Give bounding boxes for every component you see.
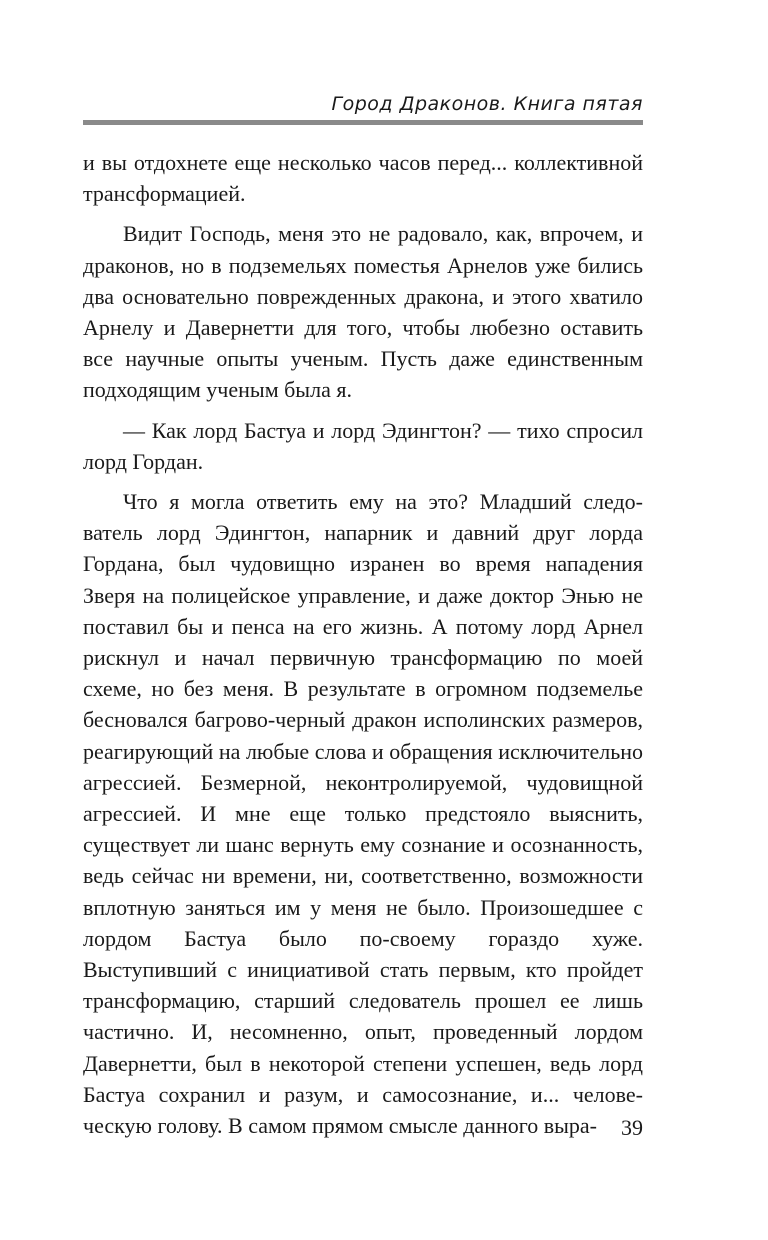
running-header: Город Драконов. Книга пятая xyxy=(331,93,643,115)
paragraph-3: — Как лорд Бастуа и лорд Эдингтон? — тихо спросил лорд Гордан. xyxy=(83,417,643,474)
text-body xyxy=(83,147,643,1150)
paragraph-2: Видит Господь, меня это не радовало, как, впрочем, и драконов, но в подземельях поместья Арнелов уже бились два основательно поврежденных дракона, и этого хватило Арнелу и Давернетти для того, чтобы любезно оставить все научные опыты ученым. Пусть даже единственным подходящим ученым была я. xyxy=(83,221,643,403)
paragraph-4: Что я могла ответить ему на это? Младший следователь лорд Эдингтон, напарник и давний друг лорда Гордана, был чудовищно изранен во время нападения Зверя на полицейское управление, и даже доктор Энью не поставил бы и пенса на его жизнь. А потому лорд Арнел рискнул и начал первичную трансформацию по моей схеме, но без меня. В результате в огромном подземелье бесновался багрово-черный дракон исполинских размеров, реагирующий на любые слова и обращения исключительно агрессией. Безмерной, неконтролируемой, чудовищной агрессией. И мне еще только предстояло выяснить, существует ли шанс вернуть ему сознание и осознанность, ведь сейчас ни времени, ни, соответственно, возможности вплотную заняться им у меня не было. Произошедшее с лордом Бастуа было по-своему гораздо хуже. Выступивший с инициативой стать первым, кто пройдет трансформацию, старший следователь прошел ее лишь частично. И, несомненно, опыт, проведенный лордом Давернетти, был в некоторой степени успешен, ведь лорд Бастуа сохранил и разум, и самосознание, и... человеческую голову. В самом прямом смысле данного выра- xyxy=(83,489,643,1139)
paragraph-1: и вы отдохнете еще несколько часов перед... коллективной трансформацией. xyxy=(83,150,643,207)
header-rule xyxy=(83,120,643,125)
page-number: 39 xyxy=(621,1115,643,1140)
